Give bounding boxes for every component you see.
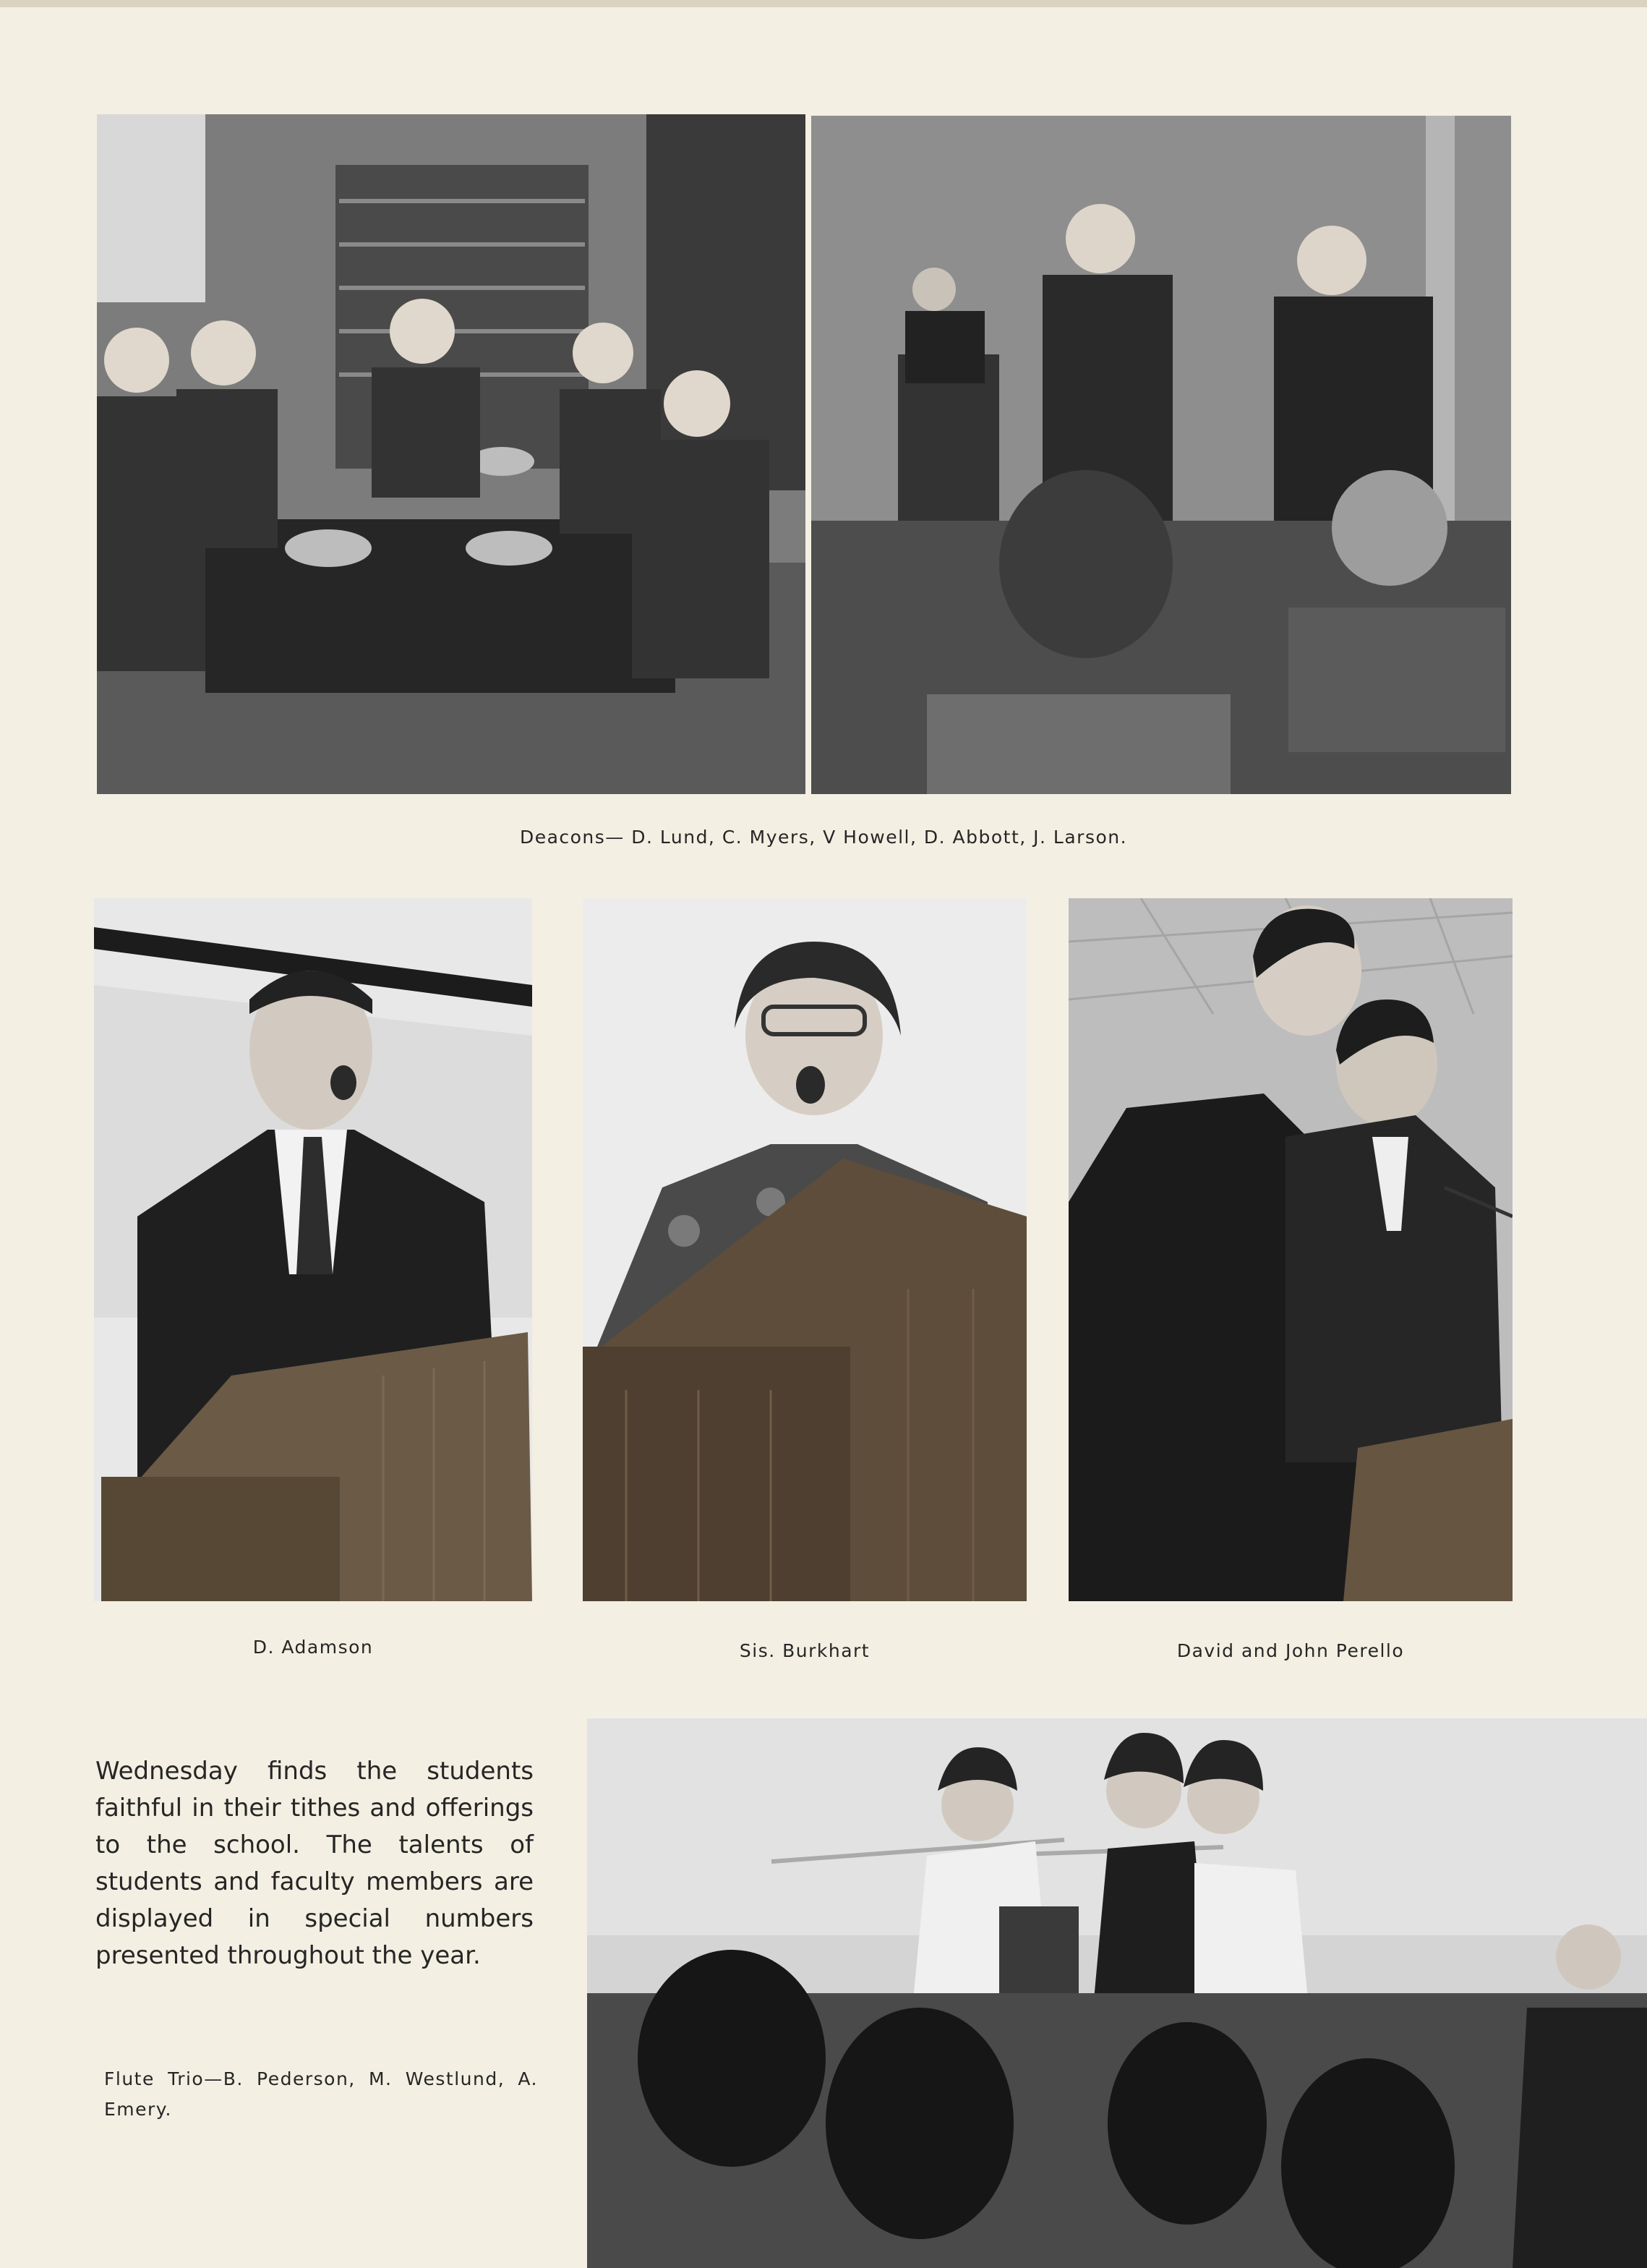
- page-edge: [0, 0, 1647, 7]
- body-text: Wednesday finds the students faithful in their tithes and offerings to the school. The talents of students and faculty members are displayed in special numbers presented throughout the year.: [95, 1757, 534, 1970]
- photo-flute-trio: [587, 1718, 1647, 2268]
- caption-deacons: Deacons— D. Lund, C. Myers, V Howell, D. Abbott, J. Larson.: [519, 827, 1128, 848]
- photo-deacons-table: [97, 114, 805, 794]
- photo-perello: [1069, 898, 1513, 1601]
- photo-adamson: [94, 898, 532, 1601]
- caption-flute-trio: Flute Trio—B. Pederson, M. Westlund, A. Emery.: [104, 2068, 538, 2120]
- photo-burkhart: [583, 898, 1027, 1601]
- caption-perello: David and John Perello: [1176, 1640, 1405, 1661]
- caption-adamson: D. Adamson: [252, 1637, 374, 1658]
- caption-burkhart: Sis. Burkhart: [739, 1640, 870, 1661]
- photo-deacons-standing: [811, 116, 1511, 794]
